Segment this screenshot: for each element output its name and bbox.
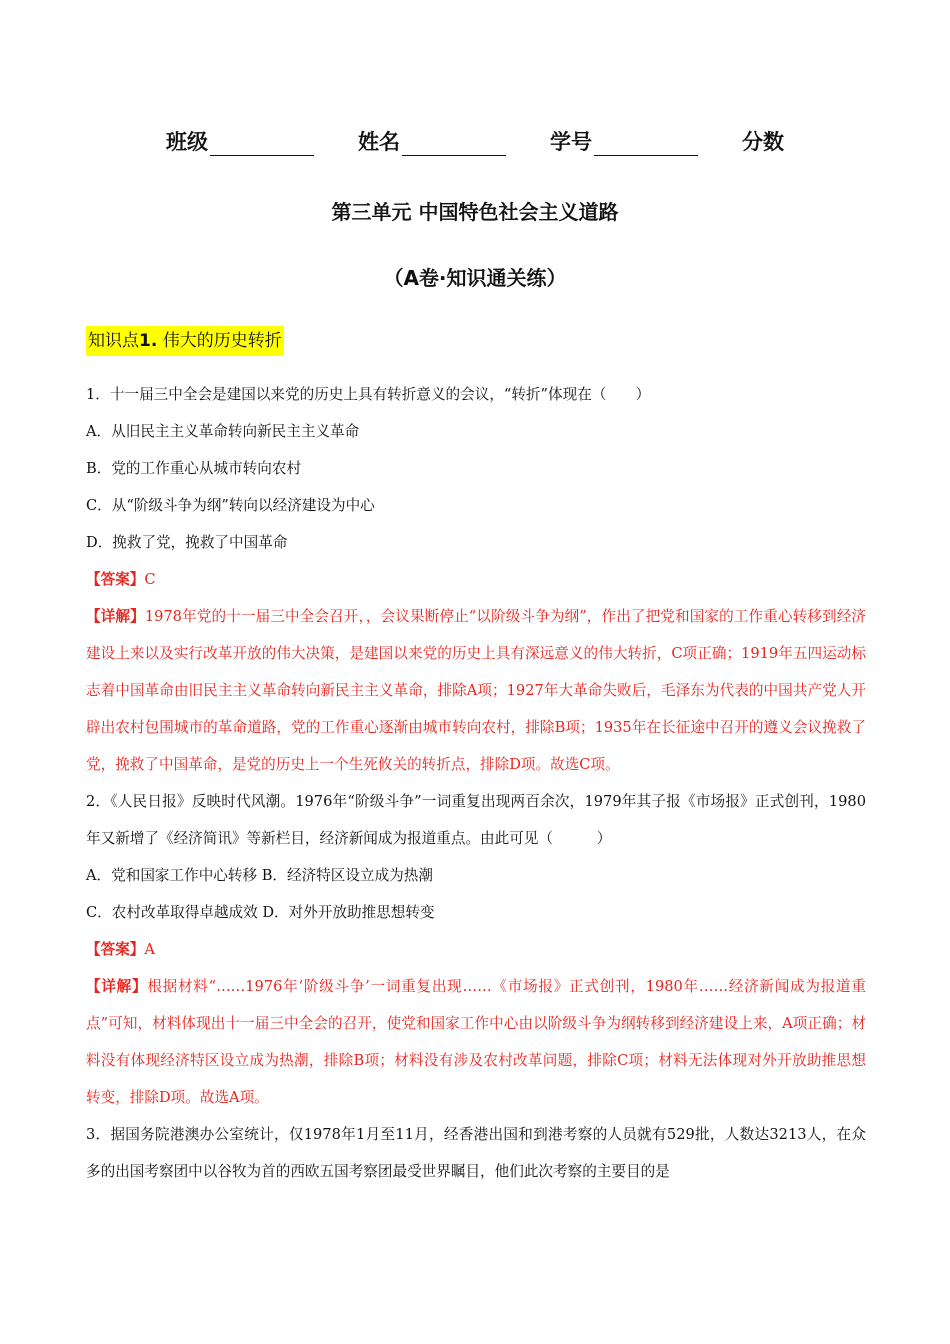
knowledge-point-heading [86,326,284,356]
answer-line [86,931,866,968]
id-label: 学号 [550,130,592,154]
option-row-cd: C．农村改革取得卓越成效 D．对外开放助推思想转变 [86,904,435,921]
answer-line [86,561,866,598]
id-blank [594,133,698,156]
class-field [166,126,314,156]
name-field [358,126,506,156]
answer-value: A [144,941,155,958]
question-stem: 3．据国务院港澳办公室统计，仅1978年1月至11月，经香港出国和到港考察的人员就有529批，人数达3213人，在众多的出国考察团中以谷牧为首的西欧五国考察团最受世界瞩目，他们此次考察的主要目的是 [86,1126,866,1180]
name-label: 姓名 [358,130,400,154]
option-a: A．从旧民主主义革命转向新民主主义革命 [86,423,360,440]
question-stem: 1．十一届三中全会是建国以来党的历史上具有转折意义的会议，“转折”体现在（ ） [86,386,651,403]
option-c: C．从“阶级斗争为纲”转向以经济建设为中心 [86,497,375,514]
option-b: B．党的工作重心从城市转向农村 [86,460,302,477]
detail-tag: 【详解】 [86,978,148,995]
score-label: 分数 [742,130,784,154]
option-row-ab: A．党和国家工作中心转移 B．经济特区设立成为热潮 [86,867,433,884]
answer-tag: 【答案】 [86,941,145,958]
question-body [86,376,866,1190]
name-blank [402,133,506,156]
answer-value: C [144,571,156,588]
class-blank [210,133,314,156]
knowledge-point-title: 伟大的历史转折 [162,331,282,351]
detail-text: 根据材料“……1976年‘阶级斗争’一词重复出现……《市场报》正式创刊，1980年……经济新闻成为报道重点”可知，材料体现出十一届三中全会的召开，使党和国家工作中心由以阶级斗争为纲转移到经济建设上来，A项正确；材料没有体现经济特区设立成为热潮，排除B项；材料没有涉及农村改革问题，排除C项；材料无法体现对外开放助推思想转变，排除D项。故选A项。 [86,978,866,1106]
detail-text: 1978年党的十一届三中全会召开，，会议果断停止“以阶级斗争为纲”，作出了把党和国家的工作重心转移到经济建设上来以及实行改革开放的伟大决策，是建国以来党的历史上具有深远意义的伟大转折，C项正确；1919年五四运动标志着中国革命由旧民主主义革命转向新民主主义革命，排除A项；1927年大革命失败后，毛泽东为代表的中国共产党人开辟出农村包围城市的革命道路，党的工作重心逐渐由城市转向农村，排除B项；1935年在长征途中召开的遵义会议挽救了党，挽救了中国革命，是党的历史上一个生死攸关的转折点，排除D项。故选C项。 [86,608,866,773]
explanation [86,968,866,1116]
explanation [86,598,866,783]
student-info-header [0,126,950,156]
score-field [742,126,784,156]
option-d: D．挽救了党，挽救了中国革命 [86,534,288,551]
knowledge-point-prefix: 知识点 [88,331,139,351]
detail-tag: 【详解】 [86,608,145,625]
sub-title: （A卷·知识通关练） [383,266,567,290]
class-label: 班级 [166,130,208,154]
id-field [550,126,698,156]
knowledge-point-number: 1. [139,331,158,351]
answer-tag: 【答案】 [86,571,145,588]
unit-title: 第三单元 中国特色社会主义道路 [331,200,619,224]
question-stem: 2．《人民日报》反映时代风潮。1976年“阶级斗争”一词重复出现两百余次，1979年其子报《市场报》正式创刊，1980年又新增了《经济简讯》等新栏目，经济新闻成为报道重点。由此可见（ ） [86,793,866,847]
